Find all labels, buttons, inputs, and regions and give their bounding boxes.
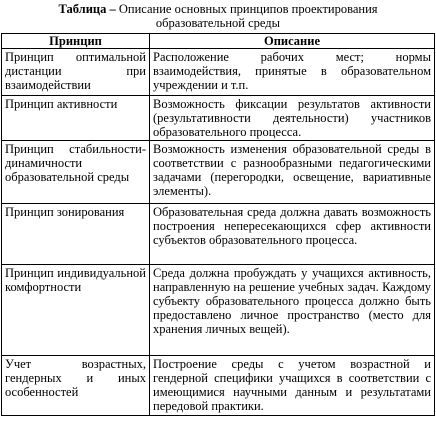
table-header-row	[2, 34, 435, 49]
principle-cell: Принцип зонирования	[2, 204, 150, 265]
header-description: Описание	[150, 34, 435, 49]
table-row	[2, 96, 435, 141]
description-cell: Образовательная среда должна давать возможность построения непересекающихся сфер активности субъектов образовательного процесса.	[150, 204, 435, 265]
principle-cell: Принцип стабильности-динамичности образовательной среды	[2, 141, 150, 204]
principle-cell: Принцип индивидуальной комфортности	[2, 265, 150, 356]
principle-cell: Учет возрастных, гендерных и иных особенностей	[2, 356, 150, 416]
table-row	[2, 265, 435, 356]
caption-line-1	[0, 2, 436, 16]
principles-table	[1, 33, 435, 416]
table-row	[2, 356, 435, 416]
caption-dash: –	[106, 2, 119, 16]
caption-line-2	[0, 16, 436, 30]
description-cell: Расположение рабочих мест; нормы взаимодействия, принятые в образовательном учреждении и т.п.	[150, 49, 435, 96]
caption-title-line-1: Описание основных принципов проектирования	[118, 2, 378, 16]
table-caption	[0, 2, 436, 30]
description-cell: Среда должна пробуждать у учащихся активность, направленную на решение учебных задач. Каждому субъекту образовательного процесса должно быть предоставлено личное пространство (место для хранения личных вещей).	[150, 265, 435, 356]
caption-title-line-2: образовательной среды	[155, 16, 281, 30]
description-cell: Возможность изменения образовательной среды в соответствии с разнообразными педагогическими задачами (перегородки, освещение, вариативные элементы).	[150, 141, 435, 204]
header-principle: Принцип	[2, 34, 150, 49]
principle-cell: Принцип оптимальной дистанции при взаимодействии	[2, 49, 150, 96]
caption-label: Таблица	[58, 2, 107, 16]
table-row	[2, 141, 435, 204]
table-row	[2, 49, 435, 96]
description-cell: Возможность фиксации результатов активности (результативности деятельности) участников образовательного процесса.	[150, 96, 435, 141]
description-cell: Построение среды с учетом возрастной и гендерной специфики учащихся в соответствии с имеющимися научными данным и результатами передовой практики.	[150, 356, 435, 416]
table-row	[2, 204, 435, 265]
principle-cell: Принцип активности	[2, 96, 150, 141]
